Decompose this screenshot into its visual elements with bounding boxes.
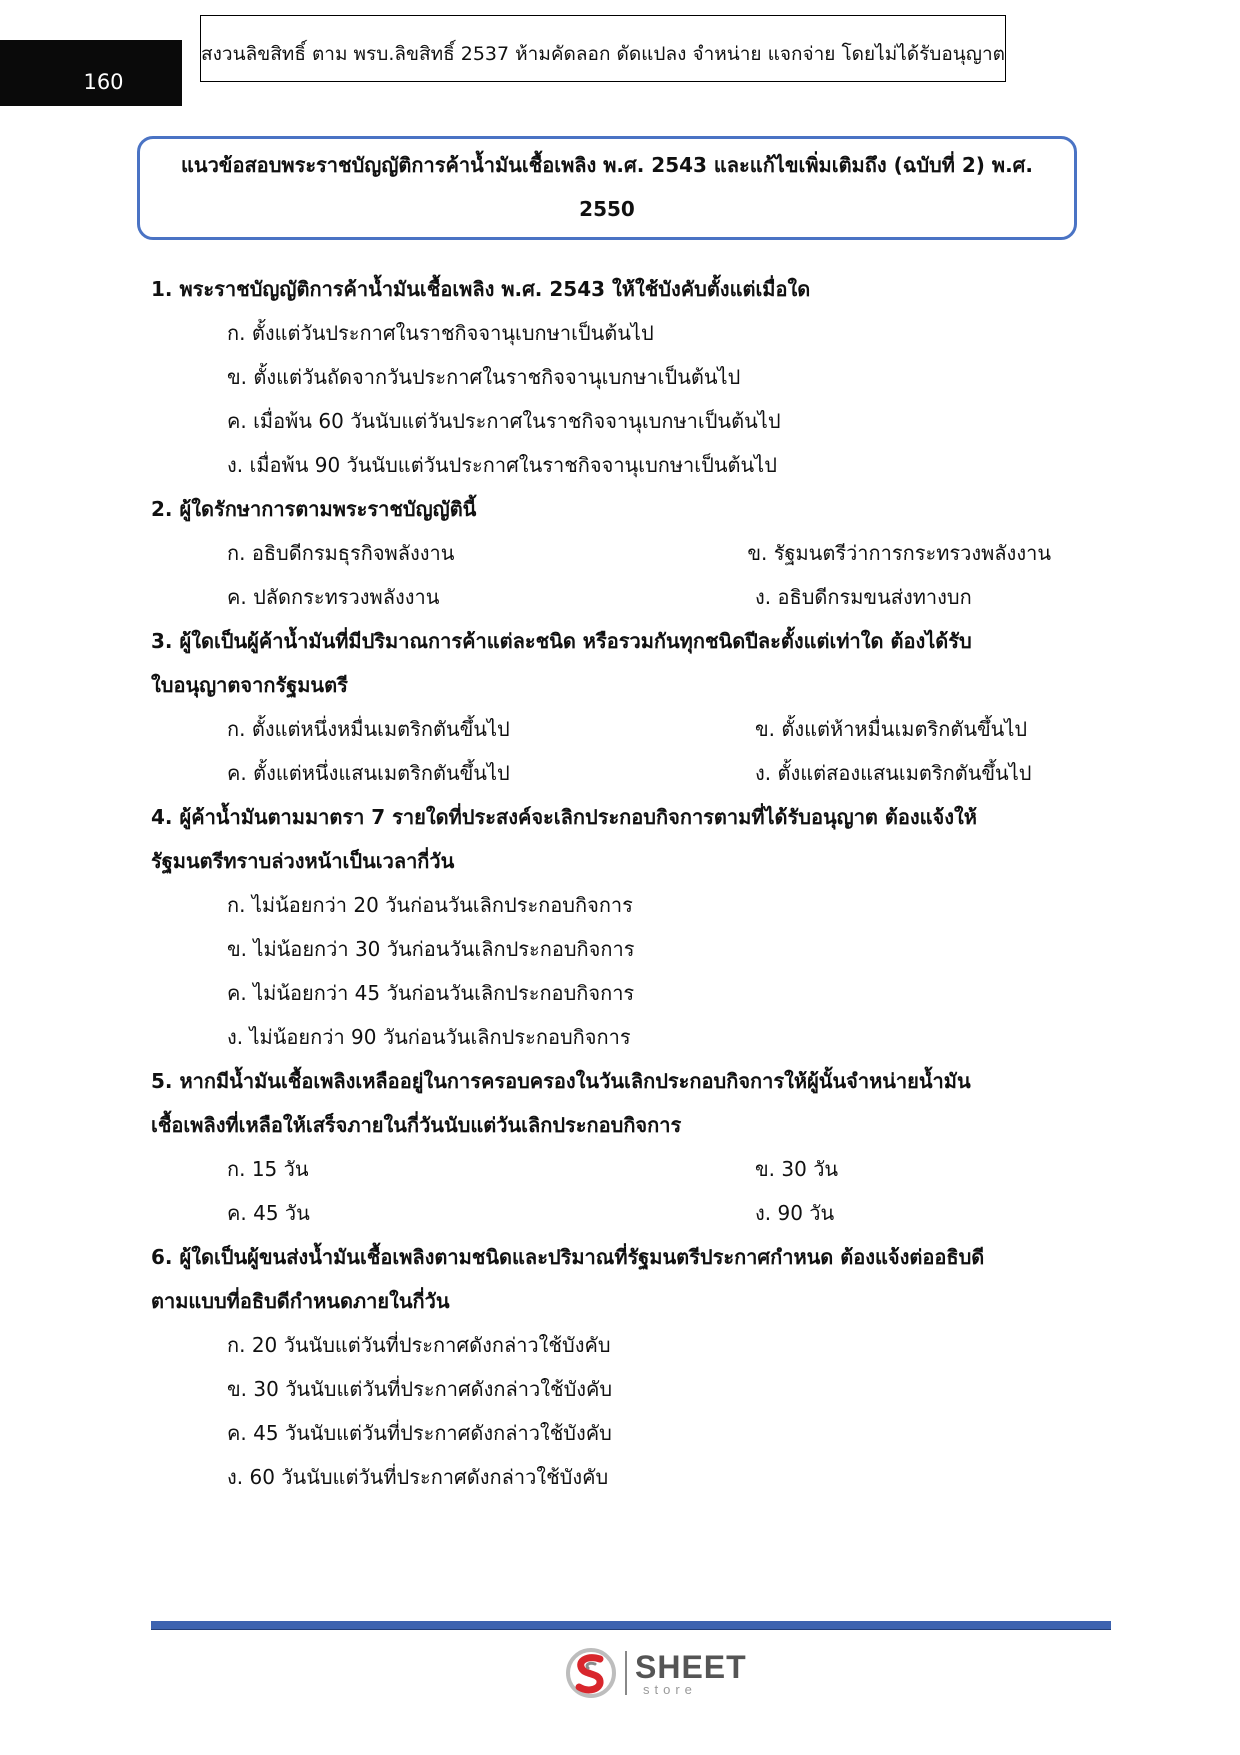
q2-option-a: ก. อธิบดีกรมธุรกิจพลังงาน [227, 541, 455, 565]
question-1: 1. พระราชบัญญัติการค้าน้ำมันเชื้อเพลิง พ.ศ. 2543 ให้ใช้บังคับตั้งแต่เมื่อใด [151, 277, 811, 301]
q6-option-d: ง. 60 วันนับแต่วันที่ประกาศดังกล่าวใช้บังคับ [227, 1465, 609, 1489]
q4-option-b: ข. ไม่น้อยกว่า 30 วันก่อนวันเลิกประกอบกิจการ [227, 937, 635, 961]
q2-options-row-1 [151, 531, 1051, 575]
question-6-line-1: 6. ผู้ใดเป็นผู้ขนส่งน้ำมันเชื้อเพลิงตามชนิดและปริมาณที่รัฐมนตรีประกาศกำหนด ต้องแจ้งต่ออธิบดี [151, 1245, 985, 1269]
logo-wordmark [635, 1648, 747, 1697]
footer-divider [151, 1621, 1111, 1630]
q5-option-a: ก. 15 วัน [227, 1157, 309, 1181]
question-4-line-1: 4. ผู้ค้าน้ำมันตามมาตรา 7 รายใดที่ประสงค์จะเลิกประกอบกิจการตามที่ได้รับอนุญาต ต้องแจ้งให้ [151, 805, 977, 829]
q3-option-b: ข. ตั้งแต่ห้าหมื่นเมตริกตันขึ้นไป [755, 717, 1028, 741]
sheet-store-logo [565, 1644, 747, 1702]
q4-option-a: ก. ไม่น้อยกว่า 20 วันก่อนวันเลิกประกอบกิจการ [227, 893, 633, 917]
logo-main-text: SHEET [635, 1648, 747, 1685]
q4-option-d: ง. ไม่น้อยกว่า 90 วันก่อนวันเลิกประกอบกิจการ [227, 1025, 631, 1049]
question-list [151, 267, 1051, 1499]
copyright-notice [200, 15, 1006, 82]
q2-option-b: ข. รัฐมนตรีว่าการกระทรวงพลังงาน [747, 541, 1051, 565]
logo-separator [625, 1651, 627, 1695]
q4-option-c: ค. ไม่น้อยกว่า 45 วันก่อนวันเลิกประกอบกิจการ [227, 981, 635, 1005]
question-3-line-1: 3. ผู้ใดเป็นผู้ค้าน้ำมันที่มีปริมาณการค้าแต่ละชนิด หรือรวมกันทุกชนิดปีละตั้งแต่เท่าใด ต้องได้รับ [151, 629, 972, 653]
sheet-store-logo-icon [565, 1647, 617, 1699]
q3-option-c: ค. ตั้งแต่หนึ่งแสนเมตริกตันขึ้นไป [227, 761, 510, 785]
page-number: 160 [83, 70, 124, 94]
q2-options-row-2 [151, 575, 1051, 619]
q3-option-a: ก. ตั้งแต่หนึ่งหมื่นเมตริกตันขึ้นไป [227, 717, 510, 741]
q1-option-d: ง. เมื่อพ้น 90 วันนับแต่วันประกาศในราชกิจจานุเบกษาเป็นต้นไป [227, 453, 777, 477]
q3-option-d: ง. ตั้งแต่สองแสนเมตริกตันขึ้นไป [755, 761, 1032, 785]
q5-options-row-2 [151, 1191, 1051, 1235]
q1-option-c: ค. เมื่อพ้น 60 วันนับแต่วันประกาศในราชกิจจานุเบกษาเป็นต้นไป [227, 409, 781, 433]
q1-option-a: ก. ตั้งแต่วันประกาศในราชกิจจานุเบกษาเป็นต้นไป [227, 321, 654, 345]
q6-option-c: ค. 45 วันนับแต่วันที่ประกาศดังกล่าวใช้บังคับ [227, 1421, 612, 1445]
question-4-line-2: รัฐมนตรีทราบล่วงหน้าเป็นเวลากี่วัน [151, 849, 455, 873]
page-number-box [0, 40, 182, 106]
document-title-box [137, 136, 1077, 240]
q6-option-a: ก. 20 วันนับแต่วันที่ประกาศดังกล่าวใช้บังคับ [227, 1333, 611, 1357]
question-3-line-2: ใบอนุญาตจากรัฐมนตรี [151, 673, 348, 697]
title-line-2: 2550 [579, 197, 635, 221]
q5-option-b: ข. 30 วัน [755, 1157, 839, 1181]
title-line-1: แนวข้อสอบพระราชบัญญัติการค้าน้ำมันเชื้อเพลิง พ.ศ. 2543 และแก้ไขเพิ่มเติมถึง (ฉบับที่ 2) พ.ศ. [181, 153, 1033, 177]
q3-options-row-2 [151, 751, 1051, 795]
q6-option-b: ข. 30 วันนับแต่วันที่ประกาศดังกล่าวใช้บังคับ [227, 1377, 613, 1401]
question-5-line-1: 5. หากมีน้ำมันเชื้อเพลิงเหลืออยู่ในการครอบครองในวันเลิกประกอบกิจการให้ผู้นั้นจำหน่ายน้ำมัน [151, 1069, 971, 1093]
q5-option-c: ค. 45 วัน [227, 1201, 310, 1225]
logo-sub-text: store [643, 1681, 697, 1697]
q5-options-row-1 [151, 1147, 1051, 1191]
copyright-text: สงวนลิขสิทธิ์ ตาม พรบ.ลิขสิทธิ์ 2537 ห้ามคัดลอก ดัดแปลง จำหน่าย แจกจ่าย โดยไม่ได้รับอนุญาต [201, 42, 1005, 65]
q1-option-b: ข. ตั้งแต่วันถัดจากวันประกาศในราชกิจจานุเบกษาเป็นต้นไป [227, 365, 741, 389]
question-2: 2. ผู้ใดรักษาการตามพระราชบัญญัตินี้ [151, 497, 477, 521]
q5-option-d: ง. 90 วัน [755, 1201, 835, 1225]
question-5-line-2: เชื้อเพลิงที่เหลือให้เสร็จภายในกี่วันนับแต่วันเลิกประกอบกิจการ [151, 1113, 682, 1137]
q2-option-d: ง. อธิบดีกรมขนส่งทางบก [755, 585, 972, 609]
q3-options-row-1 [151, 707, 1051, 751]
question-6-line-2: ตามแบบที่อธิบดีกำหนดภายในกี่วัน [151, 1289, 450, 1313]
q2-option-c: ค. ปลัดกระทรวงพลังงาน [227, 585, 440, 609]
